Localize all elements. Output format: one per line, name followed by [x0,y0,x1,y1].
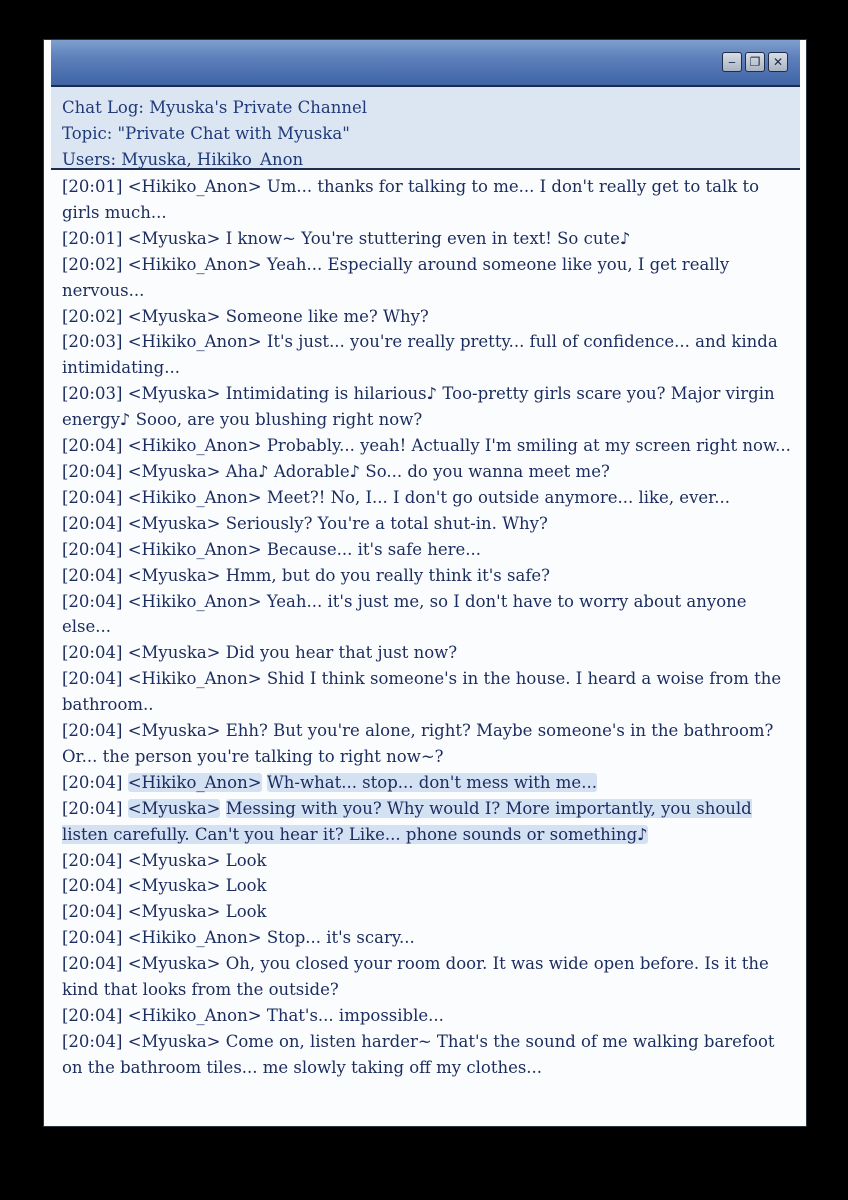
message-user: <Hikiko_Anon> [127,928,262,948]
message-text: Um... thanks for talking to me... I don't really get to talk to girls much... [62,177,760,222]
message-timestamp: [20:04] [62,928,123,948]
message-text: Aha♪ Adorable♪ So... do you wanna meet me? [225,461,610,481]
message-text: Oh, you closed your room door. It was wide open before. Is it the kind that looks from the outside? [62,954,769,1000]
message-text: Someone like me? Why? [225,306,429,326]
message-user: <Hikiko_Anon> [127,591,262,611]
message-user: <Myuska> [127,306,221,326]
message-timestamp: [20:04] [62,798,123,818]
message-user: <Myuska> [127,902,221,922]
close-icon[interactable]: ✕ [768,52,788,72]
message-text: I know~ You're stuttering even in text! So cute♪ [225,228,631,248]
chat-message [62,1003,792,1029]
message-user: <Myuska> [127,513,221,533]
message-user: <Myuska> [127,1031,221,1051]
channel-topic: Topic: "Private Chat with Myuska" [62,124,350,143]
message-timestamp: [20:04] [62,876,123,896]
chat-message [62,770,792,796]
chat-message [62,537,792,563]
chat-message [62,329,792,381]
chat-message [62,640,792,666]
message-timestamp: [20:02] [62,254,123,274]
channel-header [51,87,800,170]
chat-message [62,381,792,433]
chat-window [44,40,806,1126]
message-timestamp: [20:04] [62,850,123,870]
message-timestamp: [20:04] [62,487,123,507]
message-timestamp: [20:04] [62,902,123,922]
message-timestamp: [20:04] [62,643,123,663]
message-timestamp: [20:04] [62,565,123,585]
message-text: Intimidating is hilarious♪ Too-pretty girls scare you? Major virgin energy♪ Sooo, are you blushing right now? [62,384,775,430]
message-user: <Hikiko_Anon> [127,487,262,507]
title-bar[interactable] [51,40,800,87]
message-timestamp: [20:04] [62,772,123,792]
chat-message [62,796,792,848]
message-text: Shid I think someone's in the house. I heard a woise from the bathroom.. [62,669,782,715]
message-timestamp: [20:04] [62,461,123,481]
message-text: Probably... yeah! Actually I'm smiling at my screen right now... [266,436,791,456]
message-text: Yeah... it's just me, so I don't have to worry about anyone else... [62,591,747,637]
message-timestamp: [20:02] [62,306,123,326]
message-user: <Myuska> [127,643,221,663]
chat-message [62,873,792,899]
chat-message [62,899,792,925]
message-timestamp: [20:04] [62,591,123,611]
message-timestamp: [20:03] [62,384,123,404]
message-user: <Hikiko_Anon> [127,254,262,274]
message-timestamp: [20:03] [62,332,123,352]
chat-message [62,174,792,226]
message-user: <Hikiko_Anon> [127,436,262,456]
message-text: Messing with you? Why would I? More importantly, you should listen carefully. Can't you hear it? Like... phone sounds or something♪ [62,798,752,844]
message-user: <Myuska> [127,461,221,481]
message-text: Stop... it's scary... [266,928,415,948]
message-user: <Myuska> [127,721,221,741]
chat-message [62,511,792,537]
message-user: <Myuska> [127,954,221,974]
message-timestamp: [20:04] [62,513,123,533]
channel-users: Users: Myuska, Hikiko_Anon [62,150,304,169]
message-timestamp: [20:04] [62,1031,123,1051]
chat-message [62,563,792,589]
message-timestamp: [20:04] [62,721,123,741]
chat-message [62,1029,792,1081]
message-text: Ehh? But you're alone, right? Maybe someone's in the bathroom? Or... the person you're talking to right now~? [62,721,774,766]
chat-message [62,848,792,874]
chat-message [62,252,792,304]
message-user: <Myuska> [127,565,221,585]
message-text: Look [225,876,267,896]
message-text: Seriously? You're a total shut-in. Why? [225,513,548,533]
message-user: <Hikiko_Anon> [127,1006,262,1025]
message-user: <Hikiko_Anon> [127,177,262,196]
message-user: <Myuska> [127,798,221,818]
chat-message [62,925,792,951]
message-text: Hmm, but do you really think it's safe? [225,565,551,585]
message-user: <Hikiko_Anon> [127,669,262,689]
chat-message [62,304,792,330]
chat-message [62,433,792,459]
message-text: That's... impossible... [266,1006,444,1025]
message-text: Yeah... Especially around someone like you, I get really nervous... [62,254,730,300]
message-timestamp: [20:04] [62,669,123,689]
chat-message [62,485,792,511]
message-text: Come on, listen harder~ That's the sound of me walking barefoot on the bathroom tiles... me slowly taking off my clothes... [62,1031,775,1077]
message-text: Look [225,902,267,922]
message-user: <Myuska> [127,850,221,870]
chat-message [62,666,792,718]
chat-message [62,459,792,485]
message-user: <Myuska> [127,384,221,404]
chat-message [62,226,792,252]
message-timestamp: [20:04] [62,1006,123,1025]
message-timestamp: [20:04] [62,436,123,456]
message-text: Because... it's safe here... [266,539,481,559]
message-text: Look [225,850,267,870]
message-user: <Hikiko_Anon> [127,332,262,352]
message-timestamp: [20:01] [62,177,123,196]
message-text: Meet?! No, I... I don't go outside anymore... like, ever... [266,487,730,507]
chat-message [62,718,792,770]
minimize-icon[interactable]: ‒ [722,52,742,72]
message-text: It's just... you're really pretty... full of confidence... and kinda intimidating... [62,332,778,378]
message-text: Wh-what... stop... don't mess with me... [266,772,597,792]
message-timestamp: [20:04] [62,954,123,974]
chat-message [62,589,792,641]
chat-log[interactable] [62,174,792,1081]
message-timestamp: [20:04] [62,539,123,559]
restore-icon[interactable]: ❐ [745,52,765,72]
message-user: <Hikiko_Anon> [127,772,262,792]
message-user: <Myuska> [127,228,221,248]
message-timestamp: [20:01] [62,228,123,248]
window-controls [722,52,788,72]
chat-log-title: Chat Log: Myuska's Private Channel [62,98,368,117]
message-user: <Myuska> [127,876,221,896]
message-user: <Hikiko_Anon> [127,539,262,559]
chat-message [62,951,792,1003]
message-text: Did you hear that just now? [225,643,458,663]
